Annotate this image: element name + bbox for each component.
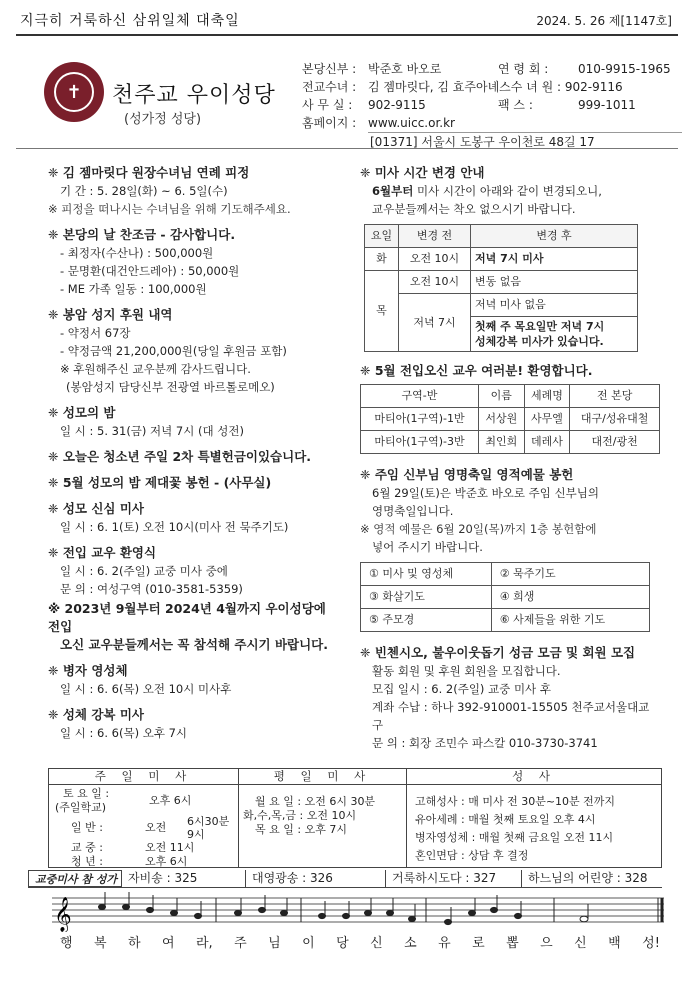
church-patron: (성가정 성당)	[124, 112, 202, 127]
hymn-gloria: 대영광송 : 326	[246, 870, 386, 887]
mass-change-text: 교우분들께서는 착오 없으시기 바랍니다.	[372, 202, 576, 216]
donation-item: - 문명환(대건안드레아) : 50,000원	[60, 264, 240, 278]
donation-item: - 최정자(수산나) : 500,000원	[60, 246, 214, 260]
table-cell: 저녁 7시	[399, 294, 471, 352]
contact-info	[302, 60, 682, 151]
table-cell: 저녁 미사 없음	[471, 294, 638, 317]
music-staff	[28, 888, 668, 932]
lyric-syllable: 하	[128, 936, 141, 951]
section-bongam-title: ❈ 봉암 성지 후원 내역	[48, 307, 173, 322]
sacrament-list	[407, 785, 661, 867]
section-mass-change-title: ❈ 미사 시간 변경 안내	[360, 165, 485, 180]
table-header: 변경 전	[399, 225, 471, 248]
lyric-syllable: 백	[608, 936, 621, 951]
table-cell: 목	[365, 271, 399, 352]
header-slogan: 지극히 거룩하신 삼위일체 대축일	[20, 13, 240, 29]
nun-value: 김 젬마릿다, 김 효주아녜스수 녀 원 : 902-9116	[368, 80, 623, 94]
lyric-syllable: 행	[60, 936, 73, 951]
church-logo	[44, 62, 104, 122]
table-cell: 데레사	[524, 431, 570, 454]
table-cell: ⑤ 주모경	[361, 609, 492, 632]
table-cell: 사무엘	[524, 408, 570, 431]
newcomer-note-line: 오신 교우분들께서는 꼭 참석해 주시기 바랍니다.	[60, 637, 329, 652]
lyric-syllable: 로	[472, 936, 485, 951]
table-cell: ① 미사 및 영성체	[361, 563, 492, 586]
fax-key: 팩 스 :	[498, 98, 533, 112]
benediction-time: 일 시 : 6. 6(목) 오후 7시	[60, 726, 188, 740]
section-benediction-title: ❈ 성체 강복 미사	[48, 707, 144, 722]
table-cell: ③ 화살기도	[361, 586, 492, 609]
feast-text: 영명축일입니다.	[372, 504, 454, 518]
section-vincent-title: ❈ 빈첸시오, 불우이웃돕기 성금 모금 및 회원 모집	[360, 645, 636, 660]
section-sick-communion-title: ❈ 병자 영성체	[48, 663, 128, 678]
table-cell: 오전 10시	[399, 248, 471, 271]
mass-change-text: 미사 시간이 아래와 같이 변경되오니,	[413, 184, 602, 198]
newcomers-table	[360, 384, 660, 454]
pastor-key: 본당신부 :	[302, 62, 357, 76]
main-mass-time: 오전 11시	[145, 841, 195, 854]
lyric-syllable: 유	[438, 936, 451, 951]
pastor-value: 박준호 바오로	[368, 62, 442, 76]
general-time: 9시	[187, 828, 205, 841]
web-value[interactable]: www.uicc.or.kr	[368, 116, 455, 130]
mary-night-time: 일 시 : 5. 31(금) 저녁 7시 (대 성전)	[60, 424, 244, 438]
bongam-item: - 약정금액 21,200,000원(당일 후원금 포함)	[60, 344, 287, 358]
general-time: 오전	[145, 821, 167, 834]
sat-time: 오후 6시	[149, 794, 192, 807]
vincent-text: 모집 일시 : 6. 2(주일) 교중 미사 후	[372, 682, 551, 696]
table-header: 구역-반	[361, 385, 479, 408]
donation-item: - ME 가족 일동 : 100,000원	[60, 282, 207, 296]
header-divider	[16, 34, 678, 36]
table-cell: 첫째 주 목요일만 저녁 7시	[475, 320, 605, 333]
table-cell: 대구/성유대철	[570, 408, 660, 431]
table-header: 변경 후	[471, 225, 638, 248]
table-cell: 화	[365, 248, 399, 271]
hymn-label: 교중미사 참 성가	[28, 870, 122, 887]
mass-change-emphasis: 6월부터	[372, 184, 414, 198]
office-value: 902-9115	[368, 98, 426, 112]
lyric-syllable: 신	[370, 936, 383, 951]
address: [01371] 서울시 도봉구 우이천로 48길 17	[368, 132, 682, 151]
weekday-mass-header: 평 일 미 사	[239, 769, 407, 784]
lyric-syllable: 주	[234, 936, 247, 951]
table-header: 요일	[365, 225, 399, 248]
table-cell: 최인희	[478, 431, 524, 454]
info-divider	[16, 148, 678, 149]
weekday-mass-item: 월 요 일 : 오전 6시 30분	[255, 795, 376, 808]
retreat-note: ※ 피정을 떠나시는 수녀님을 위해 기도해주세요.	[48, 202, 291, 216]
fax-value: 999-1011	[578, 98, 636, 112]
table-cell: 대전/광천	[570, 431, 660, 454]
main-mass-label: 교 중 :	[71, 841, 103, 854]
header-date-issue: 2024. 5. 26 제[1147호]	[536, 14, 672, 28]
sacrament-item: 고해성사 : 매 미사 전 30분~10분 전까지	[415, 795, 616, 808]
hymn-bar	[28, 870, 662, 888]
section-retreat-title: ❈ 김 젬마릿다 원장수녀님 연례 피정	[48, 165, 250, 180]
lyric-syllable: 이	[302, 936, 315, 951]
sacrament-item: 유아세례 : 매월 첫째 토요일 오후 4시	[415, 813, 596, 826]
section-newcomers-title: ❈ 5월 전입오신 교우 여러분! 환영합니다.	[360, 363, 593, 378]
general-label: 일 반 :	[71, 821, 103, 834]
lyric-syllable: 님	[268, 936, 281, 951]
feast-text: 6월 29일(토)은 박준호 바오로 주임 신부님의	[372, 486, 599, 500]
table-cell: 변동 없음	[471, 271, 638, 294]
bongam-item: - 약정서 67장	[60, 326, 131, 340]
table-cell: 서상원	[478, 408, 524, 431]
sat-sub: (주일학교)	[55, 801, 107, 814]
lyric-syllable: 소	[404, 936, 417, 951]
hymn-kyrie: 자비송 : 325	[122, 870, 246, 887]
hymn-sanctus: 거룩하시도다 : 327	[386, 870, 522, 887]
feast-note: 넣어 주시기 바랍니다.	[372, 540, 483, 554]
table-cell: ② 묵주기도	[491, 563, 649, 586]
office-key: 사 무 실 :	[302, 98, 353, 112]
general-time: 6시30분	[187, 815, 230, 828]
section-feast-title: ❈ 주임 신부님 영명축일 영적예물 봉헌	[360, 467, 574, 482]
bongam-note: (봉암성지 담당신부 전광열 바르톨로메오)	[66, 380, 275, 394]
treble-clef-icon: 𝄞	[54, 897, 72, 932]
table-cell: 저녁 7시 미사	[471, 248, 638, 271]
weekday-mass-item: 화,수,목,금 : 오전 10시	[243, 809, 357, 822]
feast-note: ※ 영적 예물은 6월 20일(목)까지 1층 봉헌함에	[360, 522, 597, 536]
marian-mass-time: 일 시 : 6. 1(토) 오전 10시(미사 전 묵주기도)	[60, 520, 289, 534]
table-cell: 오전 10시	[399, 271, 471, 294]
lyric-syllable: 복	[94, 936, 107, 951]
youth-mass-label: 청 년 :	[71, 855, 103, 868]
sick-communion-time: 일 시 : 6. 6(목) 오전 10시 미사후	[60, 682, 232, 696]
section-welcome-title: ❈ 전입 교우 환영식	[48, 545, 157, 560]
lyric-syllable: 당	[336, 936, 349, 951]
right-column	[360, 164, 660, 752]
lyric-syllable: 라,	[196, 936, 213, 951]
lyric-syllable: 신	[574, 936, 587, 951]
contact-value: 010-9915-1965	[578, 62, 671, 76]
table-cell: ⑥ 사제들을 위한 기도	[491, 609, 649, 632]
lyric-syllable: 여	[162, 936, 175, 951]
vincent-text: 문 의 : 회장 조민수 파스칼 010-3730-3741	[372, 736, 598, 750]
vincent-text: 활동 회원 및 후원 회원을 모집합니다.	[372, 664, 561, 678]
weekday-mass-list	[239, 785, 407, 867]
lyric-syllable: 뽑	[506, 936, 519, 951]
section-marian-mass-title: ❈ 성모 신심 미사	[48, 501, 144, 516]
section-newcomer-note: ※ 2023년 9월부터 2024년 4월까지 우이성당에 전입	[48, 601, 326, 634]
table-cell: 마티아(1구역)-1반	[361, 408, 479, 431]
sat-label: 토 요 일 :	[63, 787, 110, 800]
table-cell: 마티아(1구역)-3반	[361, 431, 479, 454]
weekday-mass-item: 목 요 일 : 오후 7시	[255, 823, 347, 836]
lyric-syllable: 으	[540, 936, 553, 951]
mass-schedule-box	[48, 768, 662, 868]
web-key: 홈페이지 :	[302, 116, 357, 130]
retreat-period: 기 간 : 5. 28일(화) ~ 6. 5일(수)	[60, 184, 228, 198]
table-header: 세례명	[524, 385, 570, 408]
sacrament-header: 성 사	[512, 769, 556, 783]
vincent-text: 계좌 수납 : 하나 392-910001-15505 천주교서울대교구	[372, 700, 650, 732]
youth-mass-time: 오후 6시	[145, 855, 188, 868]
spiritual-gift-table	[360, 562, 650, 632]
hymn-lyrics	[60, 932, 660, 951]
sunday-mass-header: 주 일 미 사	[49, 769, 239, 784]
church-name: 천주교 우이성당	[112, 83, 276, 108]
hymn-agnus-dei: 하느님의 어린양 : 328	[528, 871, 648, 885]
sunday-mass-list	[49, 785, 239, 867]
nun-key: 전교수녀 :	[302, 80, 357, 94]
table-cell: ④ 희생	[491, 586, 649, 609]
bongam-note: ※ 후원해주신 교우분께 감사드립니다.	[60, 362, 251, 376]
sacrament-item: 병자영성체 : 매월 첫째 금요일 오전 11시	[415, 831, 614, 844]
table-header: 전 본당	[570, 385, 660, 408]
section-youth-collection: ❈ 오늘은 청소년 주일 2차 특별헌금이있습니다.	[48, 449, 312, 464]
section-flower-offering: ❈ 5월 성모의 밤 제대꽃 봉헌 - (사무실)	[48, 475, 272, 490]
section-mary-night-title: ❈ 성모의 밤	[48, 405, 116, 420]
sacrament-item: 혼인면담 : 상담 후 결정	[415, 849, 529, 862]
mass-change-table	[364, 224, 638, 352]
contact-key: 연 령 회 :	[498, 62, 549, 76]
table-cell: 성체강복 미사가 있습니다.	[475, 335, 604, 348]
welcome-contact: 문 의 : 여성구역 (010-3581-5359)	[60, 582, 243, 596]
welcome-time: 일 시 : 6. 2(주일) 교중 미사 중에	[60, 564, 228, 578]
section-donation-title: ❈ 본당의 날 찬조금 - 감사합니다.	[48, 227, 236, 242]
cross-icon: ✝	[54, 72, 94, 112]
table-header: 이름	[478, 385, 524, 408]
left-column	[48, 164, 338, 742]
lyric-syllable: 성!	[642, 936, 660, 951]
